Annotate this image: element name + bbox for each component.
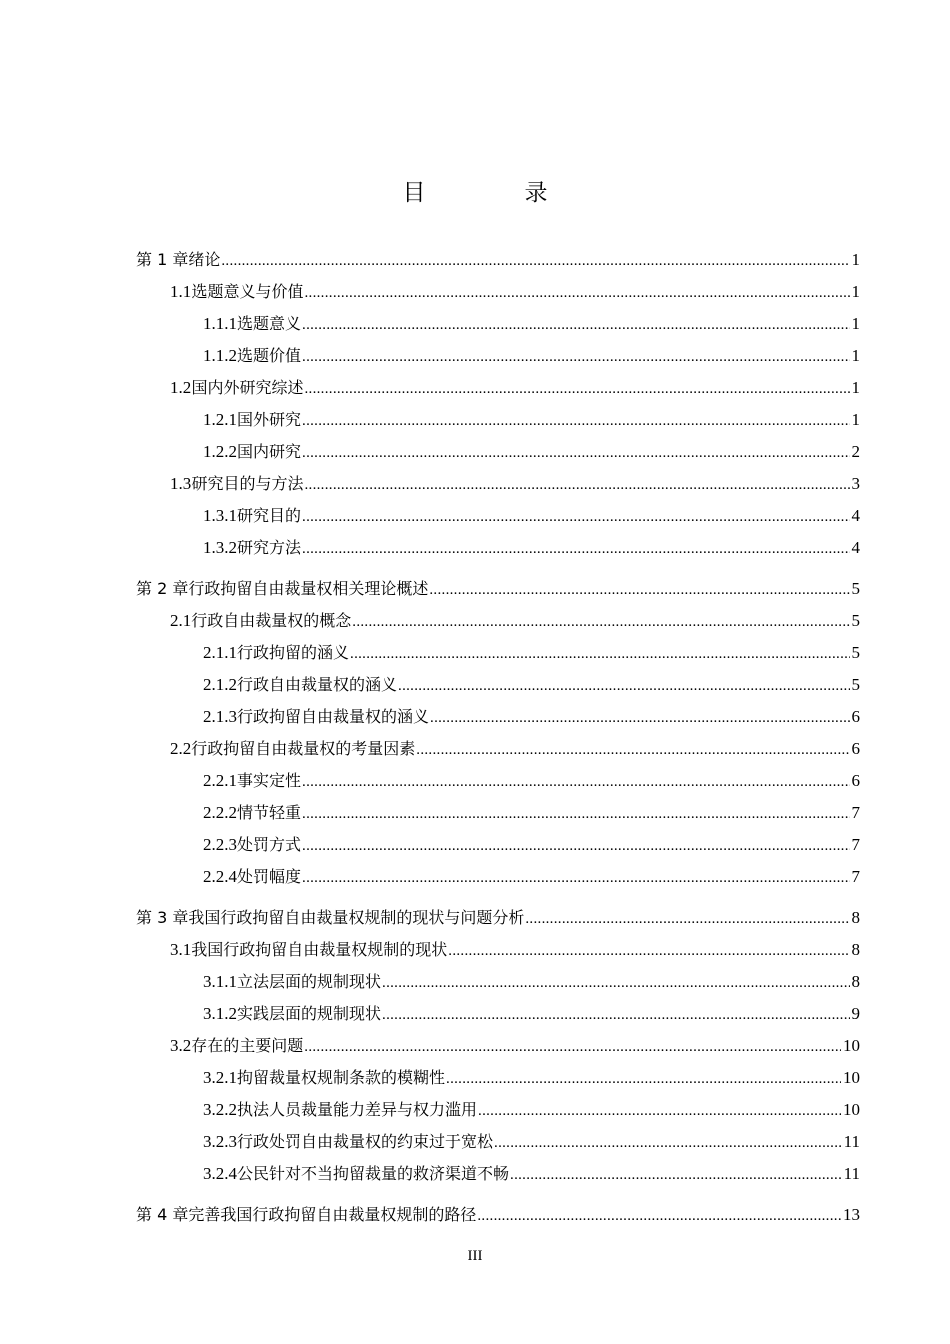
dot-leader bbox=[302, 341, 849, 373]
toc-title: 目 录 bbox=[402, 180, 586, 206]
toc-entry-number: 2.2.2 bbox=[203, 803, 237, 822]
dot-leader bbox=[302, 862, 849, 894]
toc-entry-number: 1.3 bbox=[170, 474, 192, 493]
table-of-contents bbox=[136, 244, 860, 1231]
toc-entry-number: 2.2.1 bbox=[203, 771, 237, 790]
toc-entry-number: 1.2.1 bbox=[203, 410, 237, 429]
toc-entry-page: 6 bbox=[851, 739, 860, 758]
toc-subsection-entry[interactable] bbox=[136, 532, 860, 564]
toc-entry-number: 第 3 章 bbox=[136, 908, 189, 927]
toc-entry-number: 1.1 bbox=[170, 282, 192, 301]
toc-chapter-entry[interactable] bbox=[136, 573, 860, 605]
toc-entry-title: 完善我国行政拘留自由裁量权规制的路径 bbox=[188, 1205, 477, 1224]
toc-entry-title: 选题意义 bbox=[237, 314, 302, 333]
toc-entry-number: 1.2 bbox=[170, 378, 192, 397]
toc-entry-title: 我国行政拘留自由裁量权规制的现状与问题分析 bbox=[188, 908, 525, 927]
dot-leader bbox=[382, 967, 849, 999]
toc-entry-page: 5 bbox=[851, 643, 860, 662]
toc-subsection-entry[interactable] bbox=[136, 701, 860, 733]
toc-subsection-entry[interactable] bbox=[136, 500, 860, 532]
toc-entry-title: 拘留裁量权规制条款的模糊性 bbox=[237, 1068, 446, 1087]
toc-entry-page: 1 bbox=[851, 346, 860, 365]
toc-entry-number: 3.2.3 bbox=[203, 1132, 237, 1151]
toc-entry-page: 7 bbox=[851, 835, 860, 854]
toc-entry-page: 4 bbox=[851, 506, 860, 525]
toc-entry-title: 行政处罚自由裁量权的约束过于宽松 bbox=[237, 1132, 494, 1151]
toc-entry-title: 实践层面的规制现状 bbox=[237, 1004, 382, 1023]
dot-leader bbox=[302, 766, 849, 798]
toc-subsection-entry[interactable] bbox=[136, 861, 860, 893]
toc-entry-title: 行政拘留自由裁量权相关理论概述 bbox=[188, 579, 429, 598]
dot-leader bbox=[416, 734, 849, 766]
dot-leader bbox=[350, 638, 849, 670]
toc-section-entry[interactable] bbox=[136, 934, 860, 966]
toc-entry-page: 8 bbox=[851, 940, 860, 959]
toc-entry-number: 第 4 章 bbox=[136, 1205, 189, 1224]
dot-leader bbox=[510, 1159, 842, 1191]
toc-subsection-entry[interactable] bbox=[136, 1158, 860, 1190]
toc-entry-title: 事实定性 bbox=[237, 771, 302, 790]
toc-entry-page: 13 bbox=[843, 1205, 860, 1224]
dot-leader bbox=[221, 245, 849, 277]
toc-entry-page: 1 bbox=[851, 410, 860, 429]
dot-leader bbox=[446, 1063, 841, 1095]
toc-entry-page: 8 bbox=[851, 972, 860, 991]
toc-entry-page: 1 bbox=[851, 378, 860, 397]
toc-entry-number: 3.1 bbox=[170, 940, 192, 959]
toc-subsection-entry[interactable] bbox=[136, 765, 860, 797]
toc-entry-title: 情节轻重 bbox=[237, 803, 302, 822]
toc-entry-page: 10 bbox=[843, 1036, 860, 1055]
toc-entry-title: 国内研究 bbox=[237, 442, 302, 461]
toc-entry-page: 6 bbox=[851, 771, 860, 790]
toc-subsection-entry[interactable] bbox=[136, 404, 860, 436]
toc-entry-number: 2.2.4 bbox=[203, 867, 237, 886]
toc-chapter-entry[interactable] bbox=[136, 1199, 860, 1231]
dot-leader bbox=[448, 935, 849, 967]
toc-entry-page: 1 bbox=[851, 314, 860, 333]
toc-entry-title: 国内外研究综述 bbox=[191, 378, 304, 397]
toc-entry-title: 行政自由裁量权的涵义 bbox=[237, 675, 398, 694]
dot-leader bbox=[302, 437, 849, 469]
toc-entry-number: 3.1.2 bbox=[203, 1004, 237, 1023]
toc-entry-title: 公民针对不当拘留裁量的救济渠道不畅 bbox=[237, 1164, 510, 1183]
toc-entry-page: 11 bbox=[843, 1132, 860, 1151]
toc-entry-page: 8 bbox=[851, 908, 860, 927]
toc-section-entry[interactable] bbox=[136, 1030, 860, 1062]
toc-entry-title: 选题意义与价值 bbox=[191, 282, 304, 301]
dot-leader bbox=[430, 702, 849, 734]
dot-leader bbox=[304, 373, 849, 405]
toc-section-entry[interactable] bbox=[136, 605, 860, 637]
dot-leader bbox=[525, 903, 849, 935]
dot-leader bbox=[304, 277, 849, 309]
toc-subsection-entry[interactable] bbox=[136, 637, 860, 669]
dot-leader bbox=[302, 405, 849, 437]
toc-entry-title: 研究方法 bbox=[237, 538, 302, 557]
toc-entry-title: 存在的主要问题 bbox=[191, 1036, 304, 1055]
toc-entry-page: 10 bbox=[843, 1100, 860, 1119]
page-number-footer: III bbox=[467, 1248, 483, 1264]
toc-entry-number: 3.1.1 bbox=[203, 972, 237, 991]
toc-section-entry[interactable] bbox=[136, 276, 860, 308]
toc-subsection-entry[interactable] bbox=[136, 308, 860, 340]
toc-entry-page: 6 bbox=[851, 707, 860, 726]
toc-chapter-entry[interactable] bbox=[136, 244, 860, 276]
toc-entry-page: 5 bbox=[851, 611, 860, 630]
toc-entry-page: 10 bbox=[843, 1068, 860, 1087]
toc-entry-title: 行政拘留自由裁量权的考量因素 bbox=[191, 739, 416, 758]
toc-entry-number: 2.2.3 bbox=[203, 835, 237, 854]
toc-subsection-entry[interactable] bbox=[136, 797, 860, 829]
dot-leader bbox=[302, 309, 849, 341]
toc-chapter-entry[interactable] bbox=[136, 902, 860, 934]
dot-leader bbox=[302, 533, 849, 565]
toc-entry-number: 第 1 章 bbox=[136, 250, 189, 269]
toc-entry-number: 第 2 章 bbox=[136, 579, 189, 598]
toc-entry-title: 国外研究 bbox=[237, 410, 302, 429]
toc-subsection-entry[interactable] bbox=[136, 669, 860, 701]
toc-entry-title: 执法人员裁量能力差异与权力滥用 bbox=[237, 1100, 478, 1119]
toc-entry-title: 处罚方式 bbox=[237, 835, 302, 854]
toc-entry-page: 2 bbox=[851, 442, 860, 461]
dot-leader bbox=[304, 1031, 841, 1063]
dot-leader bbox=[477, 1200, 841, 1232]
toc-entry-page: 5 bbox=[851, 675, 860, 694]
toc-entry-title: 研究目的与方法 bbox=[191, 474, 304, 493]
toc-entry-title: 我国行政拘留自由裁量权规制的现状 bbox=[191, 940, 448, 959]
toc-entry-title: 行政拘留自由裁量权的涵义 bbox=[237, 707, 430, 726]
toc-entry-page: 3 bbox=[851, 474, 860, 493]
toc-entry-title: 研究目的 bbox=[237, 506, 302, 525]
toc-entry-title: 立法层面的规制现状 bbox=[237, 972, 382, 991]
dot-leader bbox=[478, 1095, 841, 1127]
toc-entry-page: 11 bbox=[843, 1164, 860, 1183]
toc-entry-title: 绪论 bbox=[188, 250, 221, 269]
toc-entry-number: 2.1 bbox=[170, 611, 192, 630]
toc-entry-number: 2.1.1 bbox=[203, 643, 237, 662]
dot-leader bbox=[382, 999, 849, 1031]
dot-leader bbox=[302, 798, 849, 830]
toc-entry-number: 2.1.2 bbox=[203, 675, 237, 694]
toc-entry-title: 选题价值 bbox=[237, 346, 302, 365]
toc-entry-page: 5 bbox=[851, 579, 860, 598]
dot-leader bbox=[429, 574, 849, 606]
toc-entry-page: 7 bbox=[851, 803, 860, 822]
toc-section-entry[interactable] bbox=[136, 733, 860, 765]
toc-entry-number: 1.3.1 bbox=[203, 506, 237, 525]
toc-entry-title: 行政拘留的涵义 bbox=[237, 643, 350, 662]
toc-entry-page: 1 bbox=[851, 282, 860, 301]
toc-section-entry[interactable] bbox=[136, 372, 860, 404]
dot-leader bbox=[398, 670, 849, 702]
toc-subsection-entry[interactable] bbox=[136, 966, 860, 998]
toc-entry-page: 7 bbox=[851, 867, 860, 886]
toc-subsection-entry[interactable] bbox=[136, 998, 860, 1030]
toc-subsection-entry[interactable] bbox=[136, 1062, 860, 1094]
toc-entry-number: 3.2.1 bbox=[203, 1068, 237, 1087]
toc-subsection-entry[interactable] bbox=[136, 436, 860, 468]
toc-subsection-entry[interactable] bbox=[136, 1126, 860, 1158]
toc-entry-page: 9 bbox=[851, 1004, 860, 1023]
toc-entry-page: 1 bbox=[851, 250, 860, 269]
dot-leader bbox=[302, 830, 849, 862]
toc-subsection-entry[interactable] bbox=[136, 829, 860, 861]
toc-section-entry[interactable] bbox=[136, 468, 860, 500]
dot-leader bbox=[494, 1127, 842, 1159]
toc-entry-number: 1.3.2 bbox=[203, 538, 237, 557]
toc-entry-title: 行政自由裁量权的概念 bbox=[191, 611, 352, 630]
toc-entry-number: 1.1.2 bbox=[203, 346, 237, 365]
toc-subsection-entry[interactable] bbox=[136, 1094, 860, 1126]
toc-entry-number: 1.1.1 bbox=[203, 314, 237, 333]
dot-leader bbox=[304, 469, 849, 501]
toc-entry-title: 处罚幅度 bbox=[237, 867, 302, 886]
toc-entry-number: 1.2.2 bbox=[203, 442, 237, 461]
toc-subsection-entry[interactable] bbox=[136, 340, 860, 372]
toc-entry-number: 3.2 bbox=[170, 1036, 192, 1055]
toc-entry-number: 3.2.2 bbox=[203, 1100, 237, 1119]
dot-leader bbox=[302, 501, 849, 533]
toc-entry-number: 2.1.3 bbox=[203, 707, 237, 726]
toc-entry-page: 4 bbox=[851, 538, 860, 557]
toc-entry-number: 3.2.4 bbox=[203, 1164, 237, 1183]
dot-leader bbox=[352, 606, 849, 638]
toc-entry-number: 2.2 bbox=[170, 739, 192, 758]
